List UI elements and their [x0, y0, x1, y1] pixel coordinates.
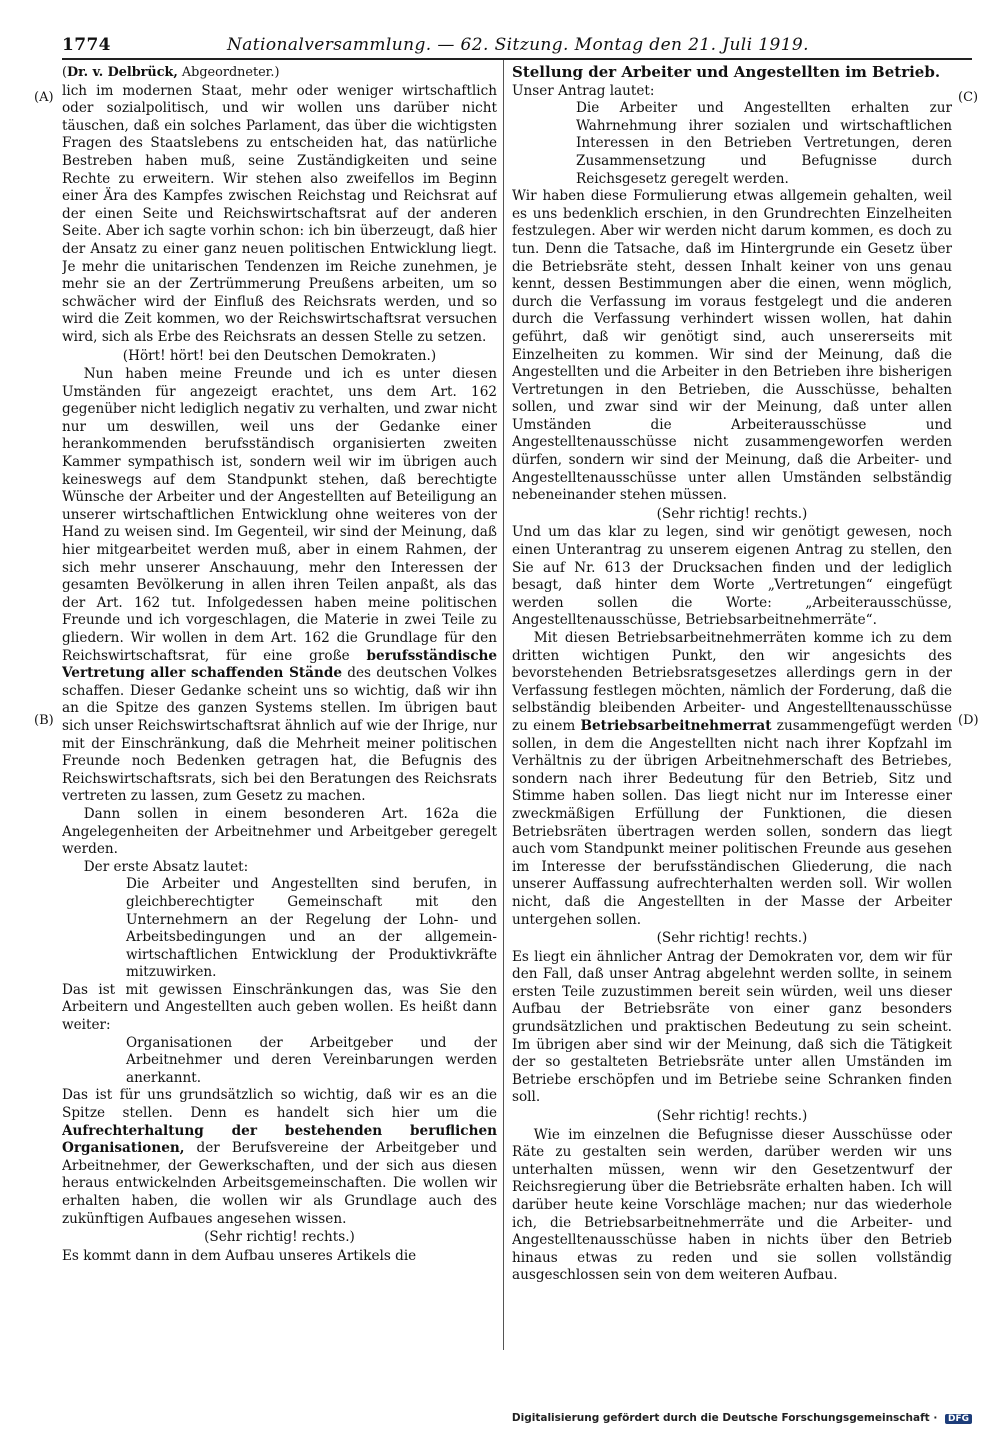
emphasis-text: Aufrechterhaltung der bestehenden beruflichen Organisationen,	[62, 1122, 497, 1157]
paragraph-text: Nun haben meine Freunde und ich es unter diesen Umständen für angezeigt erachtet, uns dem Art. 162 gegenüber nicht lediglich negativ zu verhalten, und zwar nicht nur um deswillen, weil uns der Gedanke einer herankommenden berufsständisch organisierten zweiten Kammer sympathisch ist, sondern weil wir im übrigen auch keineswegs auf dem Standpunkt stehen, daß berechtigte Wünsche der Arbeiter und der Angestellten auf Beteiligung an unserer wirtschaftlichen Entwicklung ohne weiteres von der Hand zu weisen sind. Im Gegenteil, wir sind der Meinung, daß hier mitgearbeitet werden muß, aber in einem Rahmen, der sich mehr unserer Anschauung, mehr den Interessen der gesamten Bevölkerung in allen ihren Teilen anpaßt, als das der Art. 162 tut. Infolgedessen haben meine politischen Freunde und ich vorgeschlagen, die Materie in zwei Teile zu gliedern. Wir wollen in dem Art. 162 die Grundlage für den Reichswirtschaftsrat, für eine große	[62, 366, 497, 664]
paragraph: Wir haben diese Formulierung etwas allgemein gehalten, weil es uns bedenklich erschien, in den Grundrechten Einzelheiten festzulegen. Aber wir werden nicht darum kommen, es doch zu tun. Denn die Tatsache, daß im Hintergrunde ein Gesetz über die Betriebsräte steht, dessen Inhalt keiner von uns genau kennt, dessen Bestimmungen aber die einen, wenn möglich, durch die Verfassung im voraus festgelegt und die anderen durch die Verfassung verhindert wissen wollen, hat dahin geführt, daß wir genötigt sind, auch unsererseits mit Einzelheiten zu kommen. Wir sind der Meinung, daß die Angestellten und die Arbeiter in den Betrieben ihre bisherigen Vertretungen in den Betrieben, die Ausschüsse, behalten sollen, und zwar sind wir der Meinung, daß unter allen Umständen die Arbeiterausschüsse und Angestelltenausschüsse nicht zusammengeworfen werden dürfen, sondern wir sind der Meinung, daß die Arbeiter- und Angestelltenausschüsse unter allen Umständen selbständig nebeneinander stehen müssen.	[512, 188, 952, 504]
column-divider	[503, 60, 504, 1350]
paragraph: Unser Antrag lautet:	[512, 82, 655, 99]
paragraph: Es liegt ein ähnlicher Antrag der Demokraten vor, dem wir für den Fall, daß unser Antrag abgelehnt werden sollte, in seinem ersten Teile zuzustimmen bereit sein würden, weil uns dieser Aufbau der Betriebsräte von einer ganz besonders grundsätzlichen und praktischen Bedeutung zu sein scheint. Im übrigen aber sind wir der Meinung, daß sich die Tätigkeit der so gestalteten Betriebsräte unter allen Umständen im Betriebe erschöpfen und im Betriebe seine Schranken finden soll.	[512, 948, 952, 1106]
section-heading: Stellung der Arbeiter und Angestellten im Betrieb.	[512, 64, 941, 81]
paragraph: Es kommt dann in dem Aufbau unseres Artikels die	[62, 1247, 417, 1264]
paragraph: Dann sollen in einem besonderen Art. 162a die Angelegenheiten der Arbeitnehmer und Arbeitgeber geregelt werden.	[62, 805, 497, 858]
page-number: 1774	[62, 35, 111, 55]
emphasis-text: berufsständische Vertretung aller schaffenden Stände	[62, 647, 497, 682]
interjection: (Hört! hört! bei den Deutschen Demokraten.)	[122, 347, 437, 364]
paragraph	[62, 1087, 497, 1228]
dfg-logo: DFG	[945, 1414, 972, 1424]
quoted-clause: Die Arbeiter und Angestellten sind berufen, in gleichberechtigter Gemeinschaft mit den Unternehmern an der Regelung der Lohn- und Arbeitsbedingungen und an der allgemein-wirtschaftlichen Entwicklung der Produktivkräfte mitzuwirken.	[126, 876, 497, 981]
paragraph: Und um das klar zu legen, sind wir genötigt gewesen, noch einen Unterantrag zu unserem eigenen Antrag zu stellen, den Sie auf Nr. 613 der Drucksachen finden und der lediglich besagt, daß hinter dem Worte „Vertretungen“ eingefügt werden sollen die Worte: „Arbeiterausschüsse, Angestelltenausschüsse, Betriebsarbeitnehmerräte“.	[512, 524, 952, 629]
paragraph-text: Das ist für uns grundsätzlich so wichtig, daß wir es an die Spitze stellen. Denn es handelt sich hier um die	[62, 1087, 497, 1122]
paragraph-text: des deutschen Volkes schaffen. Dieser Gedanke scheint uns so wichtig, daß wir ihn an die Spitze des ganzen Systems stellen. Im übrigen baut sich unser Reichswirtschaftsrat ähnlich auf wie der Ihrige, nur mit der Einschränkung, daß die Mehrheit meiner politischen Freunde noch Bedenken getragen hat, die Befugnis des Reichswirtschaftsrats, sich bei den Beratungen des Reichsrats vertreten zu lassen, zum Gesetz zu machen.	[62, 665, 497, 805]
header-rule	[62, 58, 972, 60]
running-head: Nationalversammlung. — 62. Sitzung. Montag den 21. Juli 1919.	[227, 35, 809, 55]
speaker-name: Dr. v. Delbrück,	[67, 65, 178, 80]
interjection: (Sehr richtig! rechts.)	[656, 1108, 808, 1125]
margin-marker-a: (A)	[34, 90, 54, 105]
paragraph: Das ist mit gewissen Einschränkungen das, was Sie den Arbeitern und Angestellten auch geben wollen. Es heißt dann weiter:	[62, 981, 497, 1034]
paragraph	[62, 366, 497, 806]
interjection: (Sehr richtig! rechts.)	[656, 930, 808, 947]
interjection: (Sehr richtig! rechts.)	[204, 1229, 355, 1246]
margin-marker-d: (D)	[958, 713, 979, 728]
speaker-role: Abgeordneter.	[181, 65, 275, 80]
paragraph-text: der Berufsvereine der Arbeitgeber und Arbeitnehmer, der Gewerkschaften, und der sich aus diesen heraus entwickelnden Arbeitsgemeinschaften. Die wollen wir erhalten haben, die wollen wir als Grundlage auch des zukünftigen Aufbaues angesehen wissen.	[62, 1140, 497, 1227]
right-column	[512, 64, 952, 1354]
paragraph	[512, 630, 952, 929]
emphasis-text: Betriebsarbeitnehmerrat	[580, 717, 772, 734]
paragraph-text: zusammengefügt werden sollen, in dem die Angestellten nicht nach ihrer Kopfzahl im Verhältnis zu der übrigen Arbeitnehmerschaft des Betriebes, sondern nach ihrer Bedeutung für den Betrieb, Sitz und Stimme haben sollen. Das liegt nicht nur im Interesse einer zweckmäßigen Erfüllung der Funktionen, die diesen Betriebsräten übertragen werden sollen, sondern das liegt auch vom Standpunkt meiner politischen Freunde aus gesehen im Interesse der berufsständischen Gliederung, die nach unserer Auffassung aufrechterhalten werden soll. Wir wollen nicht, daß die Angestellten in der Masse der Arbeiter untergehen sollen.	[512, 717, 952, 928]
left-column	[62, 64, 497, 1354]
paragraph: Wie im einzelnen die Befugnisse dieser Ausschüsse oder Räte zu gestalten sein werden, darüber werden wir uns unterhalten müssen, wenn wir den Gesetzentwurf der Reichsregierung über die Betriebsräte erhalten haben. Ich will darüber heute keine Vorschläge machen; nur das wiederhole ich, die Betriebsarbeitnehmerräte und die Arbeiter- und Angestelltenausschüsse haben in nichts über den Betrieb hinaus etwas zu reden und sie sollen vollständig ausgeschlossen sein von dem weiteren Aufbau.	[512, 1126, 952, 1284]
credit-text: Digitalisierung gefördert durch die Deutsche Forschungsgemeinschaft ·	[511, 1412, 938, 1424]
paragraph: lich im modernen Staat, mehr oder weniger wirtschaftlich oder sozialpolitisch, und wir wollen uns darüber nicht täuschen, daß ein solches Parlament, das über die wichtigsten Fragen des Staatslebens zu entscheiden hat, das natürliche Bestreben haben muß, seine Zuständigkeiten und seine Rechte zu erweitern. Wir stehen also zweifellos im Beginn einer Ära des Kampfes zwischen Reichstag und Reichsrat auf der einen Seite und Reichswirtschaftsrat auf der anderen Seite. Aber ich sagte vorhin schon: ich bin überzeugt, daß hier der Ansatz zu einer ganz neuen politischen Entwicklung liegt. Je mehr die unitarischen Tendenzen im Reiche zunehmen, je mehr sie an der Zertrümmerung Preußens arbeiten, um so schwächer wird der Einfluß des Reichsrats werden, und so wird die Zeit kommen, wo der Reichswirtschaftsrat versuchen wird, sich als Erbe des Reichsrats an dessen Stelle zu setzen.	[62, 82, 497, 345]
margin-marker-b: (B)	[34, 713, 54, 728]
digitization-credit	[512, 1412, 972, 1424]
speaker-line: (Dr. v. Delbrück, Abgeordneter.)	[62, 65, 280, 80]
paragraph: Der erste Absatz lautet:	[83, 858, 249, 875]
quoted-clause: Organisationen der Arbeitgeber und der Arbeitnehmer und deren Vereinbarungen werden anerkannt.	[126, 1034, 497, 1086]
paragraph-text: Mit diesen Betriebsarbeitnehmerräten komme ich zu dem dritten wichtigen Punkt, den wir angesichts des bevorstehenden Betriebsratsgesetzes allerdings gern in der Verfassung festlegen möchten, nämlich der Forderung, daß die selbständig bleibenden Arbeiter- und Angestelltenausschüsse zu einem	[512, 630, 952, 734]
page-header	[62, 32, 972, 58]
interjection: (Sehr richtig! rechts.)	[656, 505, 808, 522]
margin-marker-c: (C)	[958, 90, 979, 105]
quoted-clause: Die Arbeiter und Angestellten erhalten zur Wahrnehmung ihrer sozialen und wirtschaftlichen Interessen in den Betrieben Vertretungen, deren Zusammensetzung und Befugnisse durch Reichsgesetz geregelt werden.	[576, 100, 952, 187]
